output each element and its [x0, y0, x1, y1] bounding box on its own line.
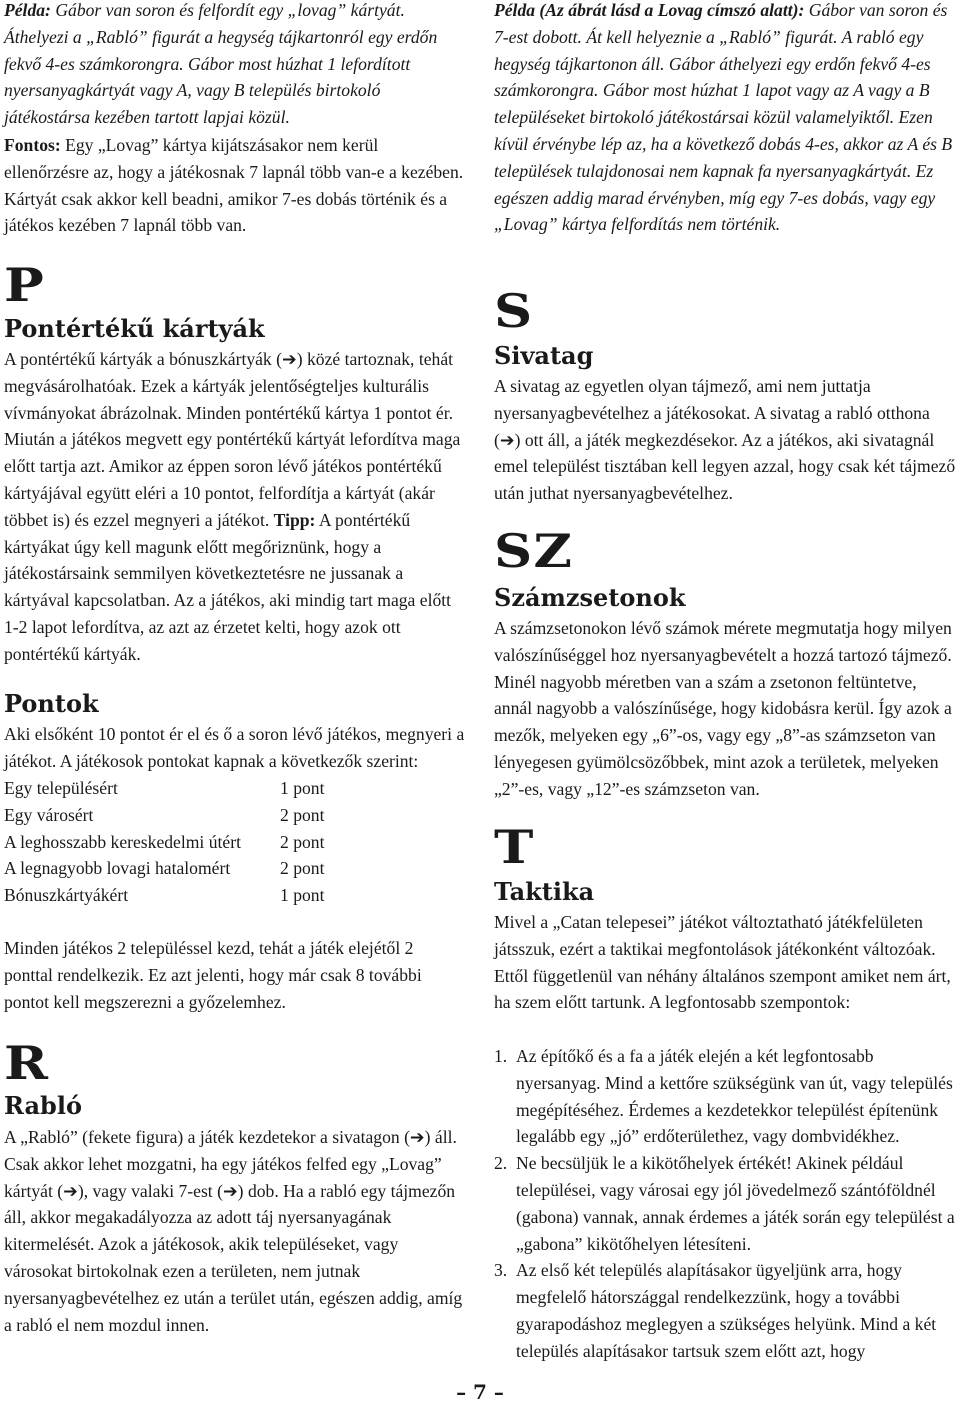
heading-rablo: Rabló — [4, 1091, 82, 1120]
start-points-paragraph: Minden játékos 2 településsel kezd, tehát a játék elejétől 2 ponttal rendelkezik. Ez azt jelenti, hogy már csak 8 további pontot kell megszerezni a győzelemhez. — [4, 938, 422, 1012]
list-item — [494, 1257, 956, 1364]
pontertek-text: A pontértékű kártyák a bónuszkártyák (➔) közé tartoznak, tehát megvásárolhatóak. Ezek a kártyák jelentőségteljes kulturális vívmányokat ábrázolnak. Minden pontértékű kártya 1 pontot ér. Miután a játékos megvett egy pontértékű kártyát lefordítva maga előtt tartja azt. Amikor az éppen soron lévő játékos pontértékű kártyájával együtt eléri a 10 pontot, felfordítja a kártyát (akár többet is) és ezzel megnyeri a játékot. — [4, 349, 461, 530]
rablo-paragraph: A „Rabló” (fekete figura) a játék kezdetekor a sivatagon (➔) áll. Csak akkor lehet mozgatni, ha egy játékos felfed egy „Lovag” kártyát (➔), vagy valaki 7-est (➔) dob. Ha a rabló egy tájmezőn áll, akkor megakadályozza az adott táj nyersanyagának kitermelését. Azok a játékosok, akik településeket, vagy városokat birtokolnak ezen a területen, nem jutnak nyersanyagbevételhez ez után a terület után, egészen addig, amíg a rabló el nem mozdul innen. — [4, 1127, 463, 1335]
pontertek-paragraph — [4, 346, 466, 668]
score-item: A legnagyobb lovagi hatalomért — [4, 858, 231, 879]
score-points: 1 pont — [280, 885, 325, 906]
list-item-number: 3. — [494, 1260, 508, 1281]
example-label: Példa (Az ábrát lásd a Lovag címszó alatt): — [494, 0, 805, 20]
section-letter-r: R — [4, 1036, 50, 1090]
score-item: A leghosszabb kereskedelmi útért — [4, 831, 241, 852]
list-item — [494, 1043, 956, 1150]
example-label: Példa: — [4, 0, 51, 20]
list-item-text: Az első két település alapításakor ügyeljünk arra, hogy megfelelő hátországgal rendelkezzünk, hogy a további gyarapodáshoz meglegyen a szükséges helyünk. Mind a két település alapításakor tartsuk szem előtt azt, hogy — [516, 1260, 937, 1361]
score-item: Egy városért — [4, 804, 94, 825]
score-table — [4, 775, 466, 909]
tip-text: A pontértékű kártyákat úgy kell magunk előtt megőriznünk, hogy a játékostársaink semmilyen következtetésre ne jussanak a kártyával kapcsolatban. Az a játékos, aki mindig tart maga előtt 1-2 lapot lefordítva, az azt az érzetet kelti, hogy azok ott pontértékű kártyák. — [4, 509, 452, 664]
list-item — [494, 1150, 956, 1257]
heading-taktika: Taktika — [494, 877, 595, 906]
heading-sivatag: Sivatag — [494, 341, 594, 370]
section-letter-p: P — [4, 258, 45, 312]
important-text: Egy „Lovag” kártya kijátszásakor nem kerül ellenőrzésre az, hogy a játékosnak 7 lapnál több van-e a kezében. Kártyát csak akkor kell beadni, amikor 7-es dobás történik és a játékos kezében 7 lapnál több van. — [4, 135, 464, 236]
score-row — [4, 882, 466, 909]
example-text: Gábor van soron és felfordít egy „lovag” kártyát. Áthelyezi a „Rabló” figurát a hegység tájkartonról egy erdőn fekvő 4-es számkorongra. Gábor most húzhat 1 lefordított nyersanyagkártyát vagy A, vagy B település birtokoló játékostársa kezében tartott lapjai közül. — [4, 0, 438, 128]
score-row — [4, 802, 466, 829]
list-item-text: Ne becsüljük le a kikötőhelyek értékét! Akinek például települései, vagy városai egy jól jövedelmező szántóföldnél (gabona) vannak, annak érdemes a játék során egy települést a „gabona” kikötőhelyen létesíteni. — [516, 1153, 955, 1254]
section-letter-sz: SZ — [494, 524, 574, 578]
section-letter-t: T — [494, 820, 535, 874]
score-points: 1 pont — [280, 778, 325, 798]
pontok-paragraph: Aki elsőként 10 pontot ér el és ő a soron lévő játékos, megnyeri a játékot. A játékosok pontokat kapnak a következők szerint: — [4, 724, 465, 771]
taktika-paragraph: Mivel a „Catan telepesei” játékot változtatható játékfelületen játsszuk, ezért a taktikai megfontolások játékonként változóak. Ettől függetlenül van néhány általános szempont amiket nem árt, ha szem előtt tartunk. A legfontosabb szempontok: — [494, 912, 951, 1013]
heading-pontertek-kartyak: Pontértékű kártyák — [4, 314, 265, 343]
example-paragraph-robber — [494, 0, 956, 238]
example-paragraph-knight — [4, 0, 466, 131]
important-label: Fontos: — [4, 135, 61, 155]
score-points: 2 pont — [280, 831, 325, 852]
section-letter-s: S — [494, 284, 534, 338]
list-item-number: 1. — [494, 1046, 508, 1066]
tip-label: Tipp: — [273, 509, 316, 530]
score-points: 2 pont — [280, 804, 325, 825]
szamzsetonok-paragraph: A számzsetonokon lévő számok mérete megmutatja hogy milyen valószínűséggel hoz nyersanyagbevételt a hozzá tartozó tájmező. Minél nagyobb méretben van a szám a zsetonon feltüntetve, annál nagyobb a valószínűsége, hogy kidobásra kerül. Így azok a mezők, melyeken egy „6”-os, vagy egy „8”-as számzseton van lényegesen gyümölcsözőbbek, mint azok a területek, melyeken „2”-es, vagy „12”-es számzseton van. — [494, 618, 952, 799]
example-text: Gábor van soron és 7-est dobott. Át kell helyeznie a „Rabló” figurát. A rabló egy hegység tájkartonon áll. Gábor áthelyezi egy erdőn fekvő 4-es számkorongra. Gábor most húzhat 1 lapot vagy az A vagy a B településeket birtokoló játékostársai közül valamelyiktől. Ezen kívül érvénybe lép az, ha a következő dobás 4-es, akkor az A és B települések tulajdonosai nem kapnak fa nyersanyagkártyát. Ez egészen addig marad érvényben, míg egy 7-es dobás, vagy egy „Lovag” kártya felfordítás nem történik. — [494, 0, 953, 235]
page-number: – 7 – — [456, 1380, 504, 1404]
score-row — [4, 775, 466, 802]
score-item: Bónuszkártyákért — [4, 885, 129, 906]
list-item-text: Az építőkő és a fa a játék elején a két legfontosabb nyersanyag. Mind a kettőre szükségünk van út, vagy település megépítéséhez. Érdemes a kezdetekkor települést építenünk legalább egy „jó” erdőterülethez, vagy dombvidékhez. — [516, 1046, 953, 1147]
score-row — [4, 855, 466, 882]
important-paragraph — [4, 132, 466, 239]
sivatag-paragraph: A sivatag az egyetlen olyan tájmező, ami nem juttatja nyersanyagbevételhez a játékosokat. A sivatag a rabló otthona (➔) ott áll, a játék megkezdésekor. Az a játékos, aki sivatagnál emel települést tisztában kell legyen azzal, hogy csak két tájmező után juthat nyersanyagbevételhez. — [494, 376, 956, 504]
score-item: Egy településért — [4, 778, 118, 798]
score-points: 2 pont — [280, 858, 325, 879]
heading-pontok: Pontok — [4, 689, 99, 718]
heading-szamzsetonok: Számzsetonok — [494, 583, 686, 612]
tactics-list — [494, 1043, 956, 1365]
list-item-number: 2. — [494, 1153, 508, 1174]
score-row — [4, 829, 466, 856]
